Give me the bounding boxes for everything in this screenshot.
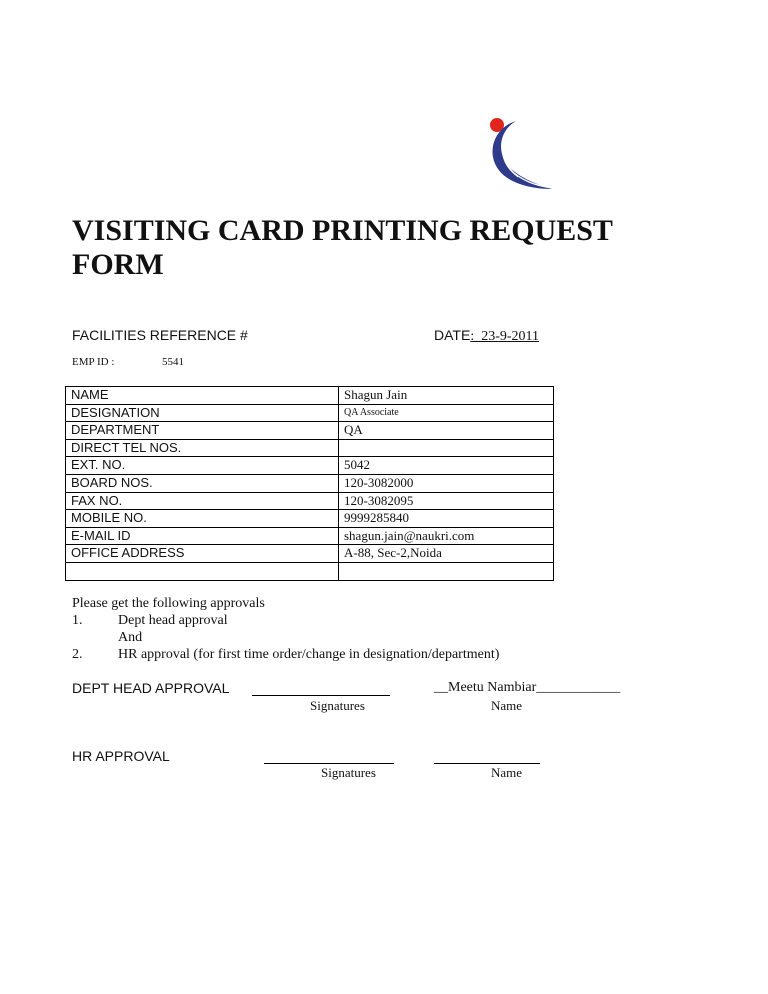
dept-head-name: __Meetu Nambiar____________ [434, 680, 621, 695]
table-row [66, 527, 554, 545]
hr-name-line[interactable] [434, 762, 540, 764]
row-value: 120-3082095 [339, 492, 554, 510]
employee-details-table [65, 386, 554, 581]
table-row [66, 492, 554, 510]
row-value: shagun.jain@naukri.com [339, 527, 554, 545]
hr-signature-line[interactable] [264, 762, 394, 764]
table-row [66, 545, 554, 563]
table-row [66, 387, 554, 405]
row-label: DIRECT TEL NOS. [66, 439, 339, 457]
instruction-1-number: 1. [72, 613, 83, 628]
date-field [434, 327, 539, 345]
row-label: BOARD NOS. [66, 474, 339, 492]
row-value [339, 562, 554, 580]
row-value: QA [339, 422, 554, 440]
table-row [66, 422, 554, 440]
row-label: E-MAIL ID [66, 527, 339, 545]
table-row [66, 510, 554, 528]
date-value: :_23-9-2011 [470, 329, 540, 344]
emp-id-label: EMP ID : [72, 356, 115, 368]
row-value [339, 439, 554, 457]
dept-head-signature-line[interactable] [252, 694, 390, 696]
instruction-2-text: HR approval (for first time order/change in designation/department) [118, 647, 500, 662]
emp-id-row [72, 356, 184, 368]
row-value: 120-3082000 [339, 474, 554, 492]
company-logo-icon [486, 115, 558, 193]
row-label [66, 562, 339, 580]
table-row [66, 439, 554, 457]
table-row [66, 404, 554, 422]
row-label: MOBILE NO. [66, 510, 339, 528]
date-label: DATE [434, 327, 471, 343]
row-value: 5042 [339, 457, 554, 475]
row-label: OFFICE ADDRESS [66, 545, 339, 563]
instruction-1-text: Dept head approval [118, 613, 228, 628]
instruction-2-number: 2. [72, 647, 83, 662]
hr-signatures-caption: Signatures [321, 765, 376, 780]
instructions-intro: Please get the following approvals [72, 596, 265, 611]
table-row [66, 474, 554, 492]
row-label: DESIGNATION [66, 404, 339, 422]
emp-id-value: 5541 [162, 356, 184, 368]
table-row [66, 457, 554, 475]
row-value: QA Associate [339, 404, 554, 422]
form-title: VISITING CARD PRINTING REQUEST FORM [72, 214, 613, 281]
hr-approval-label: HR APPROVAL [72, 748, 170, 764]
row-label: DEPARTMENT [66, 422, 339, 440]
row-label: NAME [66, 387, 339, 405]
row-value: Shagun Jain [339, 387, 554, 405]
facilities-reference-label: FACILITIES REFERENCE # [72, 327, 248, 343]
dept-head-signatures-caption: Signatures [310, 698, 365, 713]
dept-head-approval-label: DEPT HEAD APPROVAL [72, 680, 230, 696]
hr-name-caption: Name [491, 765, 523, 780]
row-label: FAX NO. [66, 492, 339, 510]
row-value: 9999285840 [339, 510, 554, 528]
table-row [66, 562, 554, 580]
instruction-and-text: And [118, 630, 143, 645]
row-value: A-88, Sec-2,Noida [339, 545, 554, 563]
dept-head-name-caption: Name [491, 698, 523, 713]
row-label: EXT. NO. [66, 457, 339, 475]
